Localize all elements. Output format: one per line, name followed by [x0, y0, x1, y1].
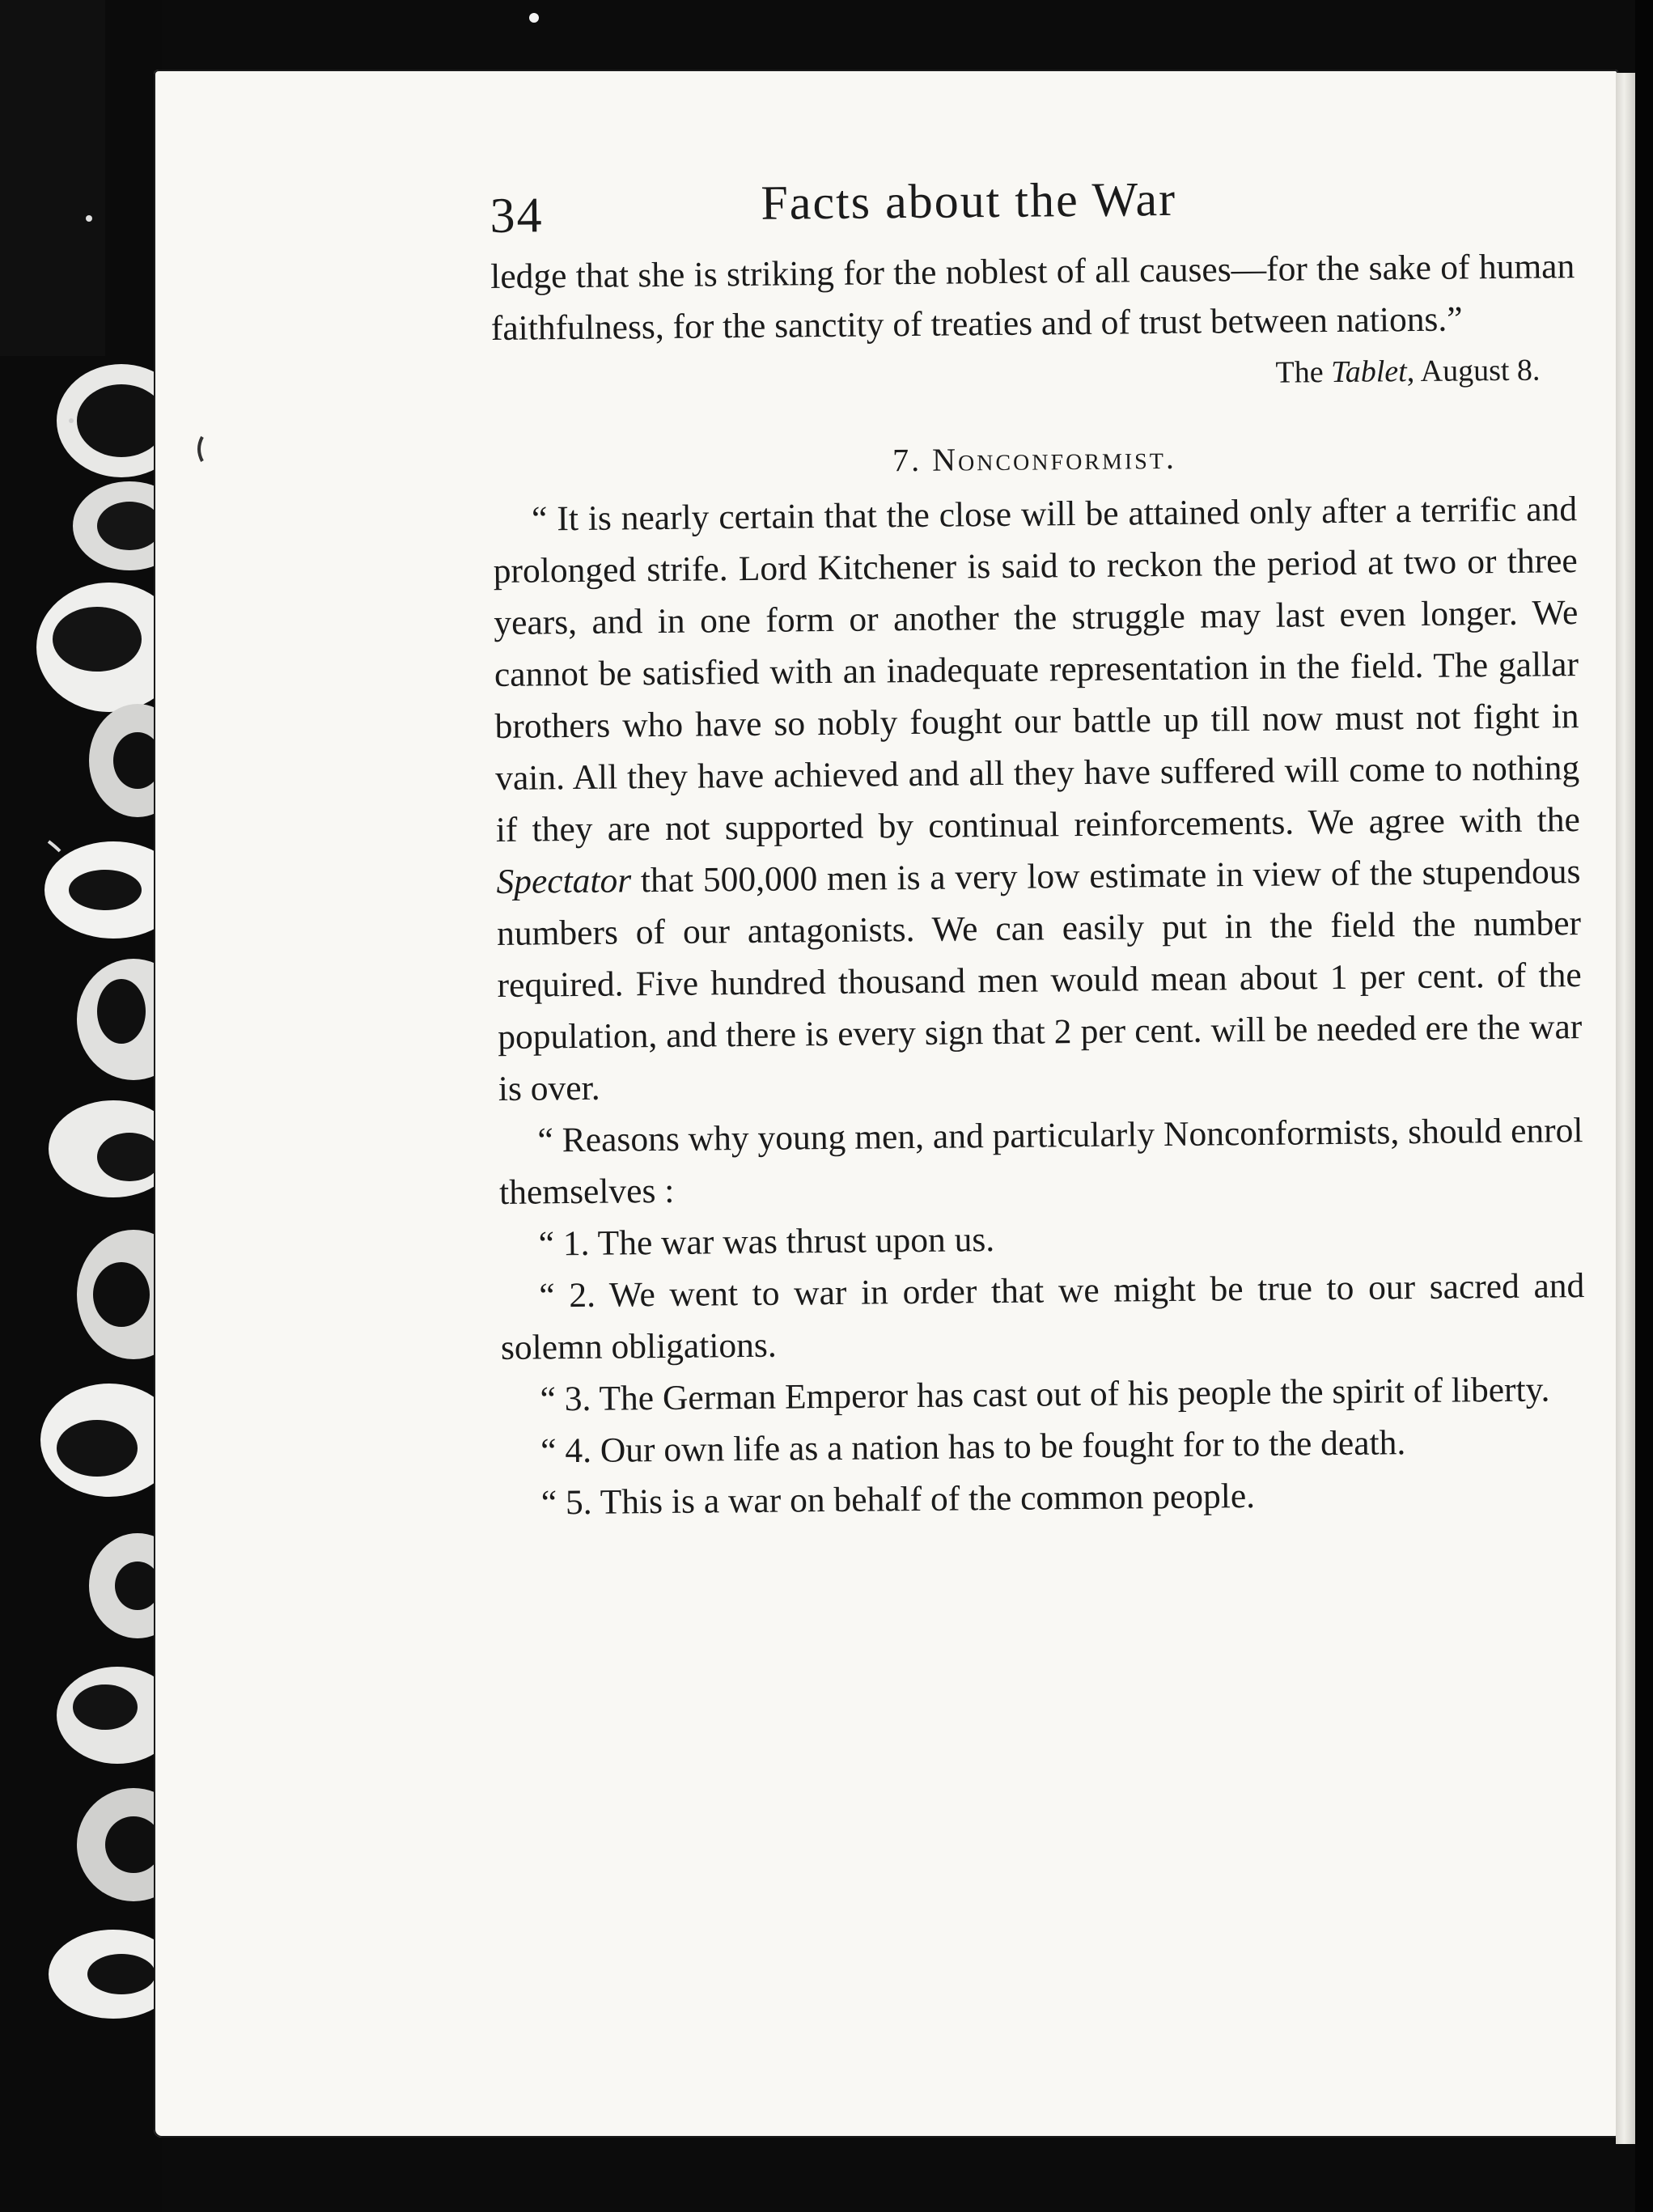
section-heading: 7. Nonconformist.: [892, 439, 1177, 479]
reason-item: “ 3. The German Emperor has cast out of his people the spirit of liberty.: [540, 1370, 1550, 1419]
attribution-publication: Tablet: [1330, 354, 1407, 390]
reasons-intro-paragraph: “ Reasons why young men, and particularly Nonconformists, should enrol themselves :: [498, 1111, 1583, 1212]
page-number: 34: [490, 188, 544, 244]
quote-paragraph-text: “ It is nearly certain that the close will be attained only after a terrific and prolonged strife. Lord Kitchener is said to reckon the period at two or three years, and in one form or another the struggle may last even longer. We cannot be satisfied with an inadequate representation in the field. The gallar brothers who have so nobly fought our battle up till now must not fight in vain. All they have achieved and all they have suffered will come to nothing if they are not supported by continual reinforcements. We agree with the: [493, 489, 1581, 850]
quote-paragraph-rest: that 500,000 men is a very low estimate in view of the stupendous numbers of our antagonists. We can easily put in the field the number required. Five hundred thousand men would mean about 1 per cent. of the population, and there is every sign that 2 per cent. will be needed ere the war is over.: [496, 852, 1583, 1108]
reason-item: “ 2. We went to war in order that we might be true to our sacred and solemn obligations.: [500, 1266, 1585, 1367]
running-title: Facts about the War: [761, 172, 1177, 230]
reason-item: “ 5. This is a war on behalf of the common people.: [540, 1476, 1256, 1523]
continuation-paragraph: ledge that she is striking for the noblest of all causes—for the sake of human faithfulness, for the sanctity of treaties and of trust between nations.”: [490, 247, 1575, 348]
attribution-date: , August 8.: [1406, 353, 1541, 389]
reason-item: “ 4. Our own life as a nation has to be fought for to the death.: [540, 1423, 1406, 1471]
quote-paragraph-italic: Spectator: [496, 861, 632, 901]
attribution-prefix: The: [1275, 355, 1332, 390]
reason-item: “ 1. The war was thrust upon us.: [538, 1220, 995, 1264]
